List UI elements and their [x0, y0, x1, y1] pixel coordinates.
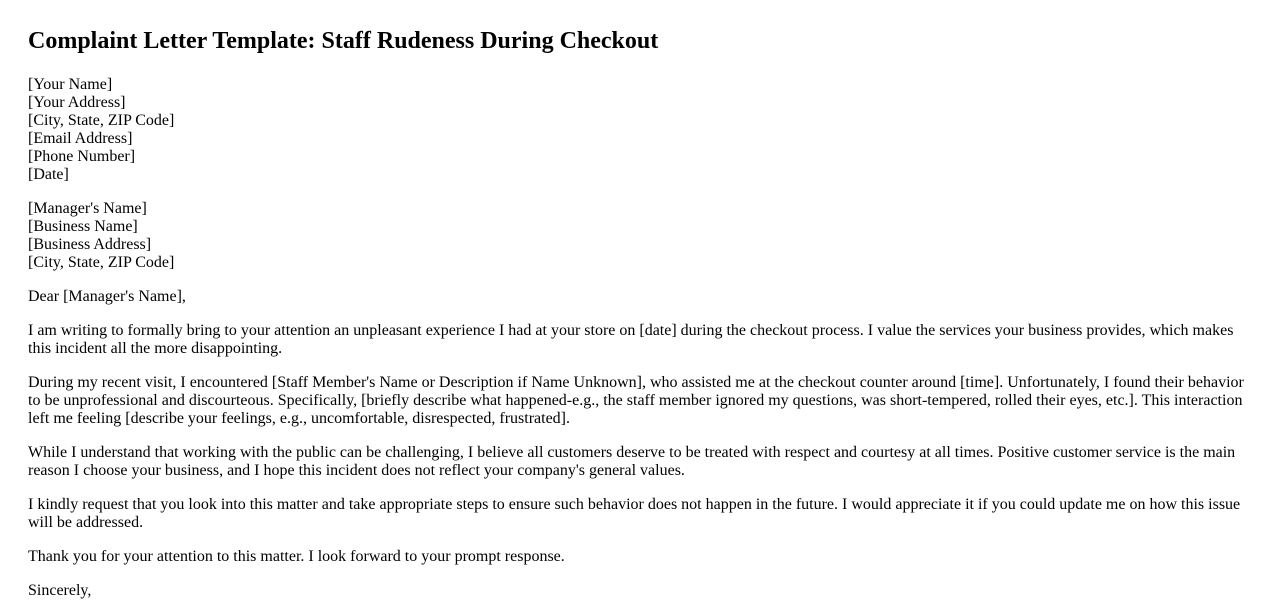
- letter-date: [Date]: [28, 166, 69, 183]
- paragraph-request: I kindly request that you look into this matter and take appropriate steps to ensure such behavior does not happen in the future. I would appreciate it if you could update me on how this issue will be addressed.: [28, 496, 1241, 531]
- paragraph-thanks: Thank you for your attention to this matter. I look forward to your prompt response.: [28, 548, 565, 565]
- sender-address-block: [28, 76, 1250, 184]
- recipient-business-name: [Business Name]: [28, 218, 138, 235]
- recipient-manager-name: [Manager's Name]: [28, 200, 147, 217]
- sender-address: [Your Address]: [28, 94, 126, 111]
- paragraph-incident: During my recent visit, I encountered [Staff Member's Name or Description if Name Unknown], who assisted me at the checkout counter around [time]. Unfortunately, I found their behavior to be unprofessional and discourteous. Specifically, [briefly describe what happened-e.g., the staff member ignored my questions, was short-tempered, rolled their eyes, etc.]. This interaction left me feeling [describe your feelings, e.g., uncomfortable, disrespected, frustrated].: [28, 374, 1244, 427]
- closing: Sincerely,: [28, 582, 92, 599]
- sender-city-state-zip: [City, State, ZIP Code]: [28, 112, 175, 129]
- recipient-address-block: [28, 200, 1250, 272]
- paragraph-intro: I am writing to formally bring to your attention an unpleasant experience I had at your store on [date] during the checkout process. I value the services your business provides, which makes this incident all the more disappointing.: [28, 322, 1234, 357]
- sender-phone: [Phone Number]: [28, 148, 136, 165]
- recipient-city-state-zip: [City, State, ZIP Code]: [28, 254, 175, 271]
- paragraph-expectations: While I understand that working with the public can be challenging, I believe all customers deserve to be treated with respect and courtesy at all times. Positive customer service is the main reason I choose your business, and I hope this incident does not reflect your company's general values.: [28, 444, 1236, 479]
- page-title: Complaint Letter Template: Staff Rudeness During Checkout: [28, 28, 659, 54]
- recipient-business-address: [Business Address]: [28, 236, 152, 253]
- sender-name: [Your Name]: [28, 76, 113, 93]
- sender-email: [Email Address]: [28, 130, 133, 147]
- salutation: Dear [Manager's Name],: [28, 288, 186, 305]
